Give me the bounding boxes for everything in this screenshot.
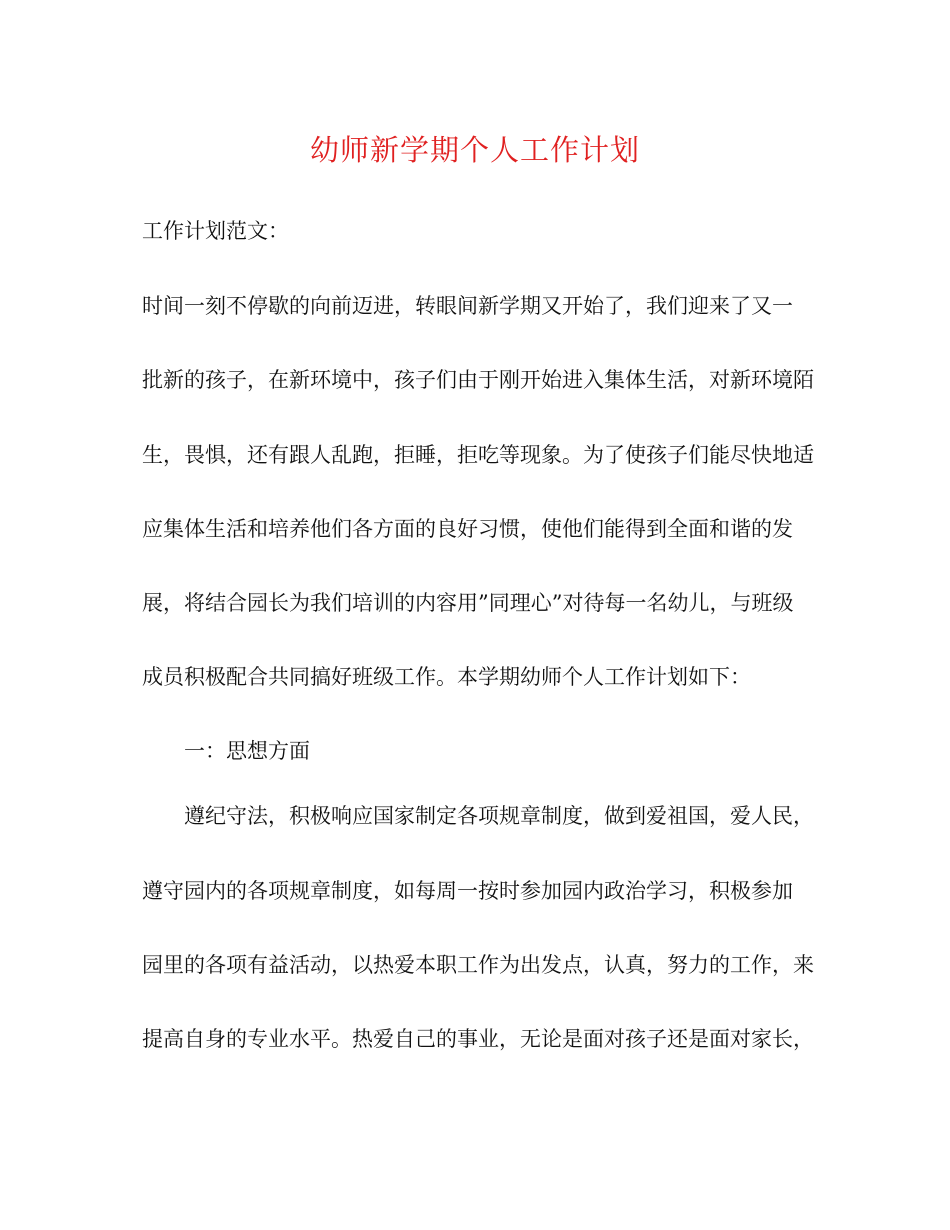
paragraph-line: 展，将结合园长为我们培训的内容用”同理心”对待每一名幼儿，与班级	[142, 591, 794, 615]
paragraph-line: 园里的各项有益活动，以热爱本职工作为出发点，认真，努力的工作，来	[142, 953, 814, 977]
paragraph-line: 时间一刻不停歇的向前迈进，转眼间新学期又开始了，我们迎来了又一	[142, 294, 793, 318]
paragraph-line: 遵纪守法，积极响应国家制定各项规章制度，做到爱祖国，爱人民，	[184, 804, 814, 828]
section-heading: 一：思想方面	[184, 739, 310, 763]
paragraph-line: 应集体生活和培养他们各方面的良好习惯，使他们能得到全面和谐的发	[142, 517, 793, 541]
document-title: 幼师新学期个人工作计划	[309, 133, 640, 167]
paragraph-line: 提高自身的专业水平。热爱自己的事业，无论是面对孩子还是面对家长，	[142, 1027, 814, 1051]
paragraph-line: 成员积极配合共同搞好班级工作。本学期幼师个人工作计划如下：	[142, 665, 751, 689]
paragraph-line: 遵守园内的各项规章制度，如每周一按时参加园内政治学习，积极参加	[142, 879, 793, 903]
intro-line: 工作计划范文：	[142, 219, 289, 243]
paragraph-line: 批新的孩子，在新环境中，孩子们由于刚开始进入集体生活，对新环境陌	[142, 368, 814, 392]
paragraph-line: 生，畏惧，还有跟人乱跑，拒睡，拒吃等现象。为了使孩子们能尽快地适	[142, 443, 814, 467]
